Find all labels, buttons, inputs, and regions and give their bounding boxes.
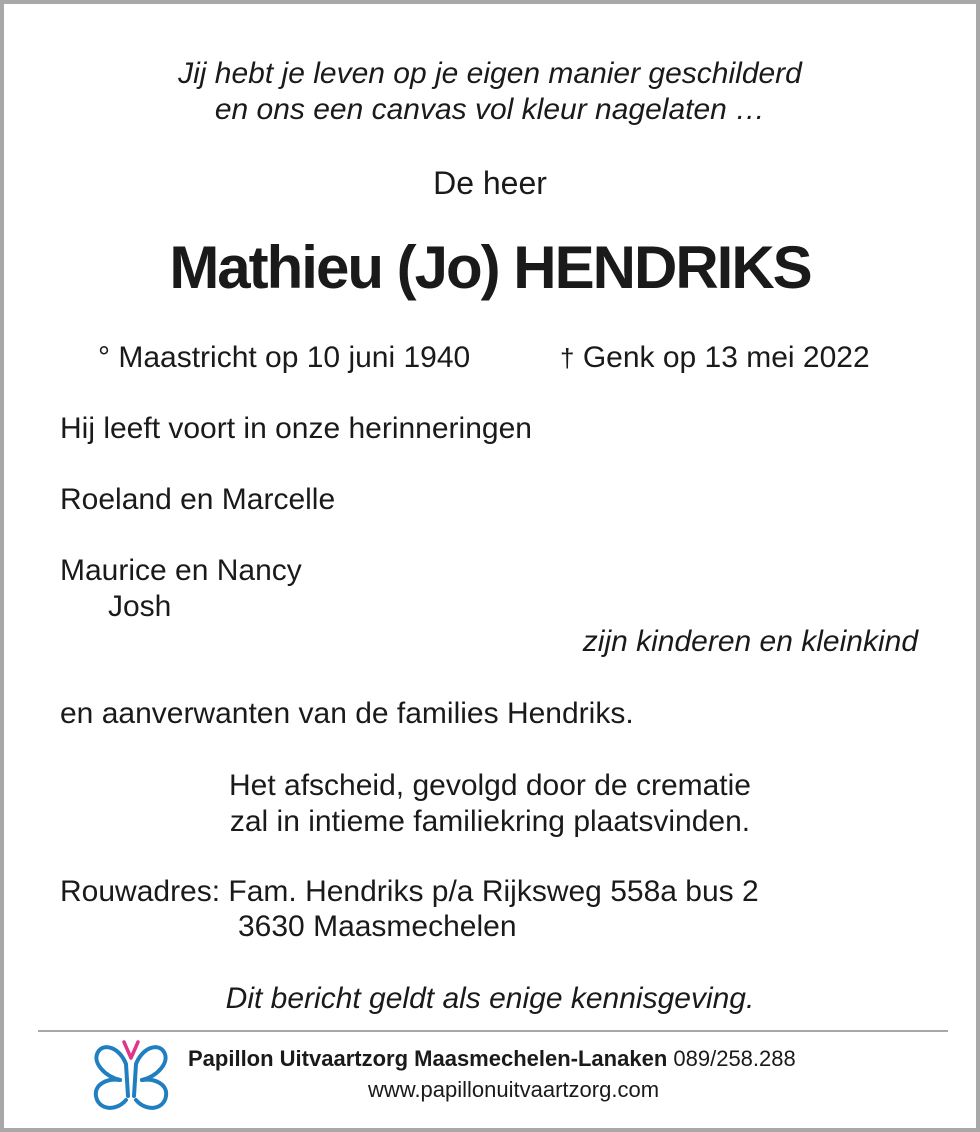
- family-grandchild: Josh: [108, 590, 172, 623]
- relatives-text: en aanverwanten van de families Hendriks.: [60, 697, 634, 730]
- butterfly-logo-icon: [90, 1038, 172, 1114]
- company-name: Papillon Uitvaartzorg Maasmechelen-Lanaken: [188, 1046, 668, 1071]
- company-website[interactable]: www.papillonuitvaartzorg.com: [368, 1077, 660, 1102]
- notice-text: Dit bericht geldt als enige kennisgeving.: [225, 982, 755, 1015]
- poem-line-1: Jij hebt je leven op je eigen manier geschilderd: [178, 57, 802, 90]
- death-text: Genk op 13 mei 2022: [582, 341, 870, 374]
- death-line: [560, 340, 870, 376]
- family-couple-2: Maurice en Nancy: [60, 554, 302, 587]
- family-relation: zijn kinderen en kleinkind: [582, 625, 918, 658]
- poem-line-2: en ons een canvas vol kleur nagelaten …: [214, 93, 766, 126]
- address-line-2: 3630 Maasmechelen: [238, 910, 517, 943]
- ceremony-line-1: Het afscheid, gevolgd door de crematie: [229, 769, 751, 802]
- birth-text: Maastricht op 10 juni 1940: [118, 341, 471, 374]
- honorific: De heer: [433, 165, 547, 201]
- birth-symbol: °: [98, 341, 110, 374]
- memory-text: Hij leeft voort in onze herinneringen: [60, 412, 532, 445]
- family-couple-1: Roeland en Marcelle: [60, 483, 336, 516]
- deceased-name: Mathieu (Jo) HENDRIKS: [169, 234, 811, 301]
- address-line-1: Rouwadres: Fam. Hendriks p/a Rijksweg 558a bus 2: [60, 875, 759, 908]
- company-phone: 089/258.288: [673, 1046, 796, 1071]
- footer-company-line: [188, 1046, 796, 1072]
- cross-icon: †: [560, 343, 575, 373]
- ceremony-line-2: zal in intieme familiekring plaatsvinden.: [229, 805, 751, 838]
- footer-divider: [38, 1030, 948, 1032]
- birth-line: [98, 340, 470, 376]
